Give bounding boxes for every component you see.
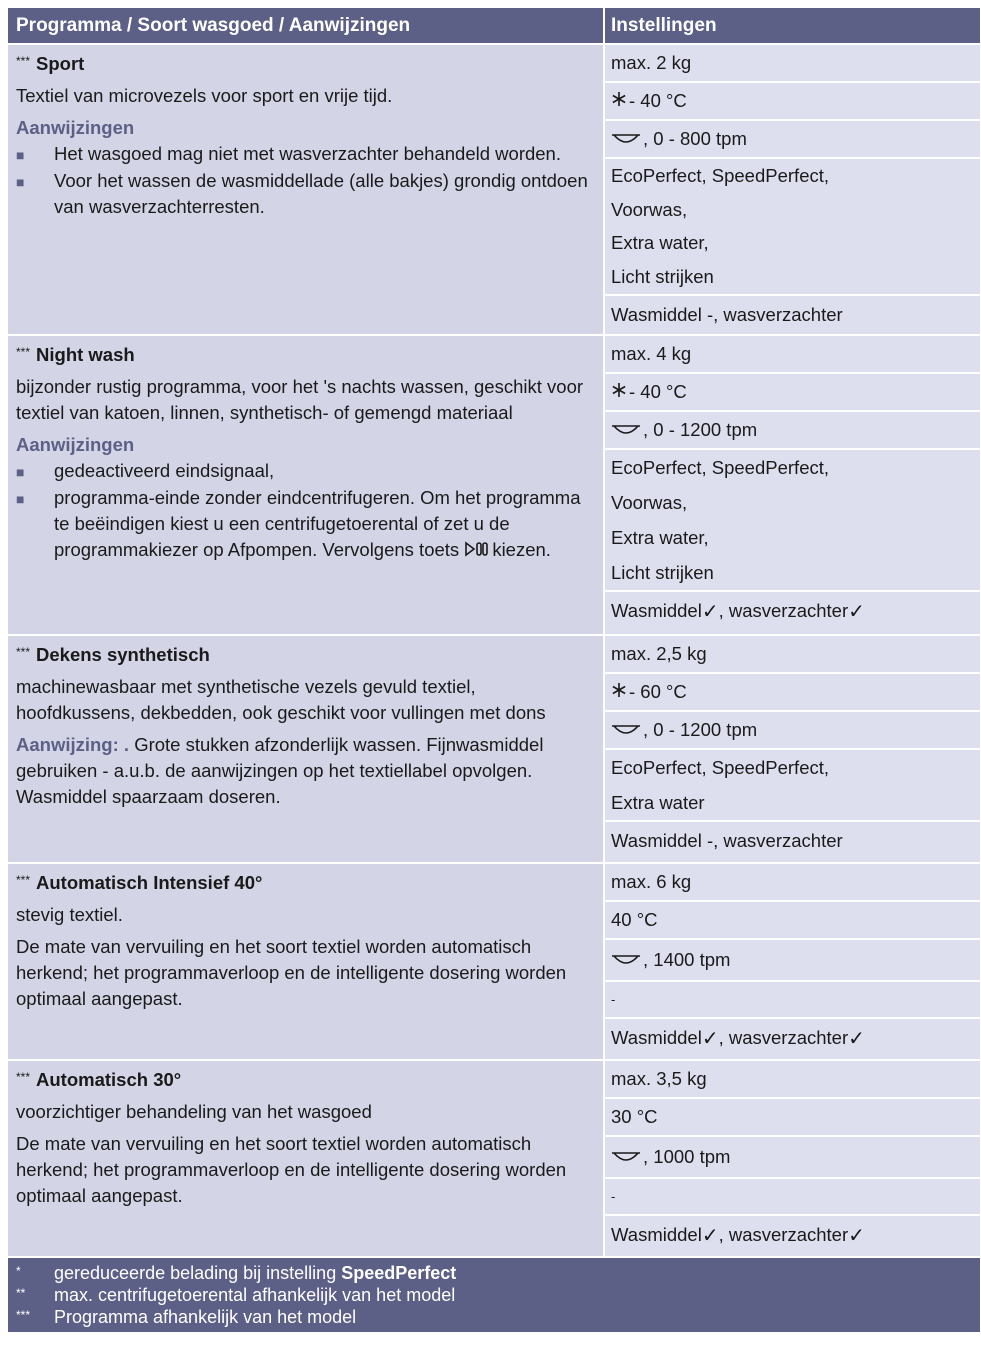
start-pause-icon <box>464 538 490 564</box>
note-text <box>54 485 597 564</box>
bullet-icon: ■ <box>16 174 25 190</box>
note-item <box>16 141 597 168</box>
setting-load: max. 3,5 kg <box>605 1061 980 1099</box>
note-text: Grote stukken afzonderlijk wassen. Fijnwasmiddel gebruiken - a.u.b. de aanwijzingen op het textiellabel opvolgen. Wasmiddel spaarzaam doseren. <box>16 734 544 807</box>
checkmark-icon: ✓ <box>848 1224 865 1247</box>
checkmark-icon: ✓ <box>848 600 865 623</box>
program-title <box>16 642 597 668</box>
footnotes <box>8 1256 980 1332</box>
setting-options <box>605 750 980 822</box>
program-settings <box>605 336 980 634</box>
checkmark-icon: ✓ <box>701 1224 719 1247</box>
note-item <box>16 485 597 564</box>
spin-text: , 1000 tpm <box>643 1146 731 1167</box>
spin-text: , 0 - 1200 tpm <box>643 719 758 740</box>
option-text: Licht strijken <box>611 266 714 288</box>
spin-text: , 1400 tpm <box>643 949 731 970</box>
setting-options: - <box>605 1179 980 1216</box>
program-automatisch-30 <box>8 1059 980 1256</box>
program-title <box>16 51 597 77</box>
setting-spin <box>605 121 980 159</box>
program-description <box>8 864 605 1059</box>
option-text: EcoPerfect, SpeedPerfect, <box>611 456 830 478</box>
program-note <box>16 732 597 810</box>
footnote <box>16 1306 972 1328</box>
program-text: voorzichtiger behandeling van het wasgoed <box>16 1101 372 1122</box>
program-title <box>16 1067 597 1093</box>
table-header <box>8 8 980 43</box>
snowflake-icon <box>611 681 627 703</box>
option-text: Extra water, <box>611 232 709 254</box>
header-settings: Instellingen <box>611 14 717 36</box>
program-description <box>8 1061 605 1256</box>
stars-mark: *** <box>16 345 31 359</box>
program-text: stevig textiel. <box>16 904 123 925</box>
setting-detergent: Wasmiddel -, wasverzachter <box>611 304 843 325</box>
detergent-label: Wasmiddel <box>611 1027 702 1048</box>
note-text-part: programma-einde zonder eindcentrifugeren. Om het programma te beëindigen kiest u een centrifugetoerental of zet u de programmakiezer op Afpompen. Vervolgens toets <box>54 487 581 560</box>
program-settings <box>605 636 980 862</box>
option-text: Voorwas, <box>611 491 688 513</box>
program-description <box>8 45 605 334</box>
program-description <box>8 636 605 862</box>
snowflake-icon <box>611 381 627 403</box>
footnote-text: max. centrifugetoerental afhankelijk van het model <box>54 1285 456 1305</box>
note-text: Het wasgoed mag niet met wasverzachter behandeld worden. <box>54 143 561 164</box>
spin-drum-icon <box>611 949 641 971</box>
detergent-label: Wasmiddel <box>611 1224 702 1245</box>
snowflake-icon <box>611 90 627 112</box>
note-label: Aanwijzing: . <box>16 734 130 755</box>
spin-drum-icon <box>611 419 641 441</box>
footnote-mark: ** <box>16 1286 26 1300</box>
setting-load: max. 2 kg <box>605 45 980 83</box>
program-text: Textiel van microvezels voor sport en vrije tijd. <box>16 85 393 106</box>
setting-spin <box>605 940 980 982</box>
setting-load: max. 2,5 kg <box>605 636 980 674</box>
setting-spin <box>605 1137 980 1179</box>
note-text: gedeactiveerd eindsignaal, <box>54 460 275 481</box>
footnote <box>16 1262 972 1284</box>
footnote-mark: * <box>16 1264 21 1278</box>
spin-text: , 0 - 1200 tpm <box>643 419 758 440</box>
option-text: Extra water, <box>611 526 709 548</box>
stars-mark: *** <box>16 54 31 68</box>
note-text-tail: kiezen. <box>492 539 551 560</box>
checkmark-icon: ✓ <box>701 600 719 623</box>
note-item <box>16 168 597 220</box>
option-text: Voorwas, <box>611 198 688 220</box>
temp-text: - 40 °C <box>629 90 687 111</box>
program-sport <box>8 43 980 334</box>
header-program: Programma / Soort wasgoed / Aanwijzingen <box>8 8 605 43</box>
note-text: Voor het wassen de wasmiddellade (alle bakjes) grondig ontdoen van wasverzachterresten. <box>54 170 588 217</box>
program-name: Automatisch 30° <box>36 1069 182 1090</box>
program-settings <box>605 45 980 334</box>
footnote-bold: SpeedPerfect <box>341 1263 457 1283</box>
note-item <box>16 458 597 485</box>
setting-temp <box>605 83 980 121</box>
program-dekens-synthetisch <box>8 634 980 862</box>
detergent-label: Wasmiddel <box>611 600 702 621</box>
notes-heading: Aanwijzingen <box>16 117 135 138</box>
spin-drum-icon <box>611 1146 641 1168</box>
footnote <box>16 1284 972 1306</box>
setting-detergent <box>605 592 980 630</box>
option-text: Extra water <box>611 791 705 813</box>
temp-text: - 40 °C <box>629 381 687 402</box>
setting-options <box>605 450 980 592</box>
setting-detergent <box>605 1216 980 1254</box>
notes-heading: Aanwijzingen <box>16 434 135 455</box>
program-name: Night wash <box>36 344 135 365</box>
program-text: De mate van vervuiling en het soort textiel worden automatisch herkend; het programmaverloop en de intelligente dosering worden optimaal aangepast. <box>16 936 567 1009</box>
setting-load: max. 4 kg <box>605 336 980 374</box>
program-table <box>8 8 980 1332</box>
setting-temp: 40 °C <box>605 902 980 940</box>
option-text: EcoPerfect, SpeedPerfect, <box>611 164 830 186</box>
setting-spin <box>605 712 980 750</box>
footnote-text <box>54 1262 456 1284</box>
softener-label: , wasverzachter <box>718 1027 849 1048</box>
spin-text: , 0 - 800 tpm <box>643 128 747 149</box>
footnote-text-part: gereduceerde belading bij instelling <box>54 1263 342 1283</box>
option-text: Licht strijken <box>611 561 714 583</box>
program-text: machinewasbaar met synthetische vezels gevuld textiel, hoofdkussens, dekbedden, ook geschikt voor vullingen met dons <box>16 676 546 723</box>
setting-options: - <box>605 982 980 1019</box>
temp-text: - 60 °C <box>629 681 687 702</box>
setting-temp: 30 °C <box>605 1099 980 1137</box>
setting-spin <box>605 412 980 450</box>
program-description <box>8 336 605 634</box>
bullet-icon: ■ <box>16 491 25 507</box>
spin-drum-icon <box>611 719 641 741</box>
program-settings <box>605 864 980 1059</box>
program-title <box>16 342 597 368</box>
bullet-icon: ■ <box>16 464 25 480</box>
program-name: Automatisch Intensief 40° <box>36 872 263 893</box>
stars-mark: *** <box>16 873 31 887</box>
setting-load: max. 6 kg <box>605 864 980 902</box>
footnote-text: Programma afhankelijk van het model <box>54 1307 357 1327</box>
softener-label: , wasverzachter <box>718 1224 849 1245</box>
program-name: Sport <box>36 53 85 74</box>
stars-mark: *** <box>16 1070 31 1084</box>
program-text: bijzonder rustig programma, voor het 's nachts wassen, geschikt voor textiel van katoen, linnen, synthetisch- of gemengd materiaal <box>16 376 584 423</box>
setting-detergent: Wasmiddel -, wasverzachter <box>611 830 843 851</box>
stars-mark: *** <box>16 645 31 659</box>
program-automatisch-intensief <box>8 862 980 1059</box>
setting-detergent <box>605 1019 980 1057</box>
program-night-wash <box>8 334 980 634</box>
setting-temp <box>605 374 980 412</box>
option-text: EcoPerfect, SpeedPerfect, <box>611 756 830 778</box>
footnote-mark: *** <box>16 1308 31 1322</box>
softener-label: , wasverzachter <box>718 600 849 621</box>
program-name: Dekens synthetisch <box>36 644 210 665</box>
program-title <box>16 870 597 896</box>
checkmark-icon: ✓ <box>701 1027 719 1050</box>
setting-temp <box>605 674 980 712</box>
program-settings <box>605 1061 980 1256</box>
setting-options <box>605 159 980 296</box>
spin-drum-icon <box>611 128 641 150</box>
bullet-icon: ■ <box>16 147 25 163</box>
program-text: De mate van vervuiling en het soort textiel worden automatisch herkend; het programmaverloop en de intelligente dosering worden optimaal aangepast. <box>16 1133 567 1206</box>
checkmark-icon: ✓ <box>848 1027 865 1050</box>
